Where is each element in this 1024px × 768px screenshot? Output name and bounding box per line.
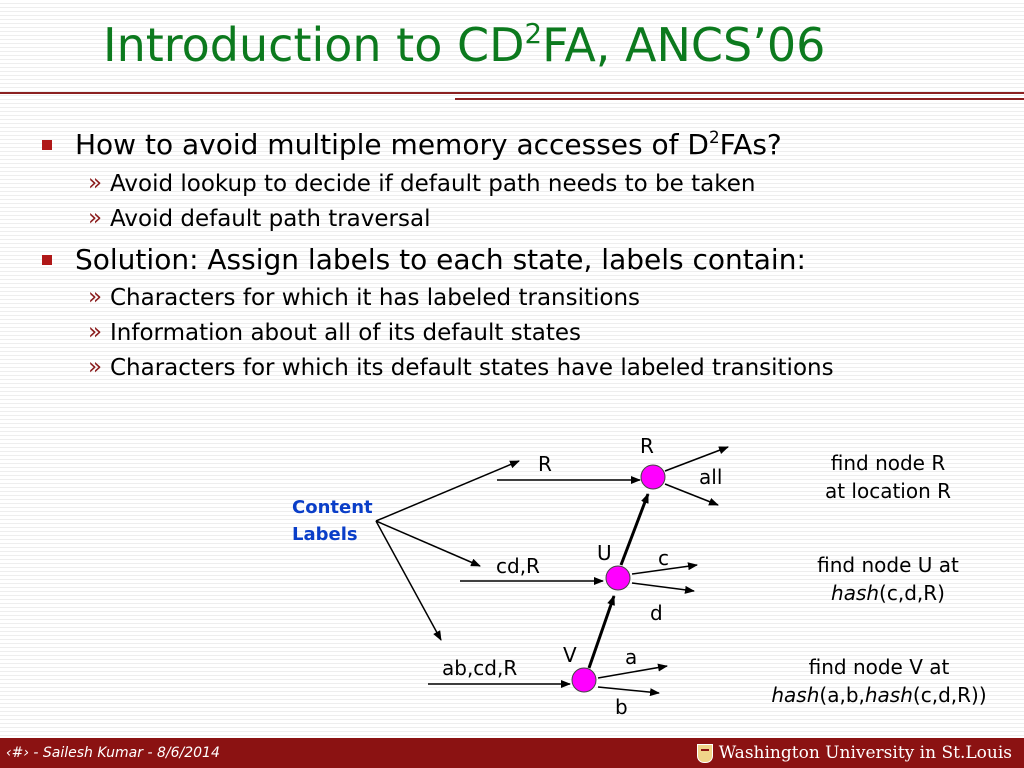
slide-number: ‹#› — [6, 745, 29, 761]
bullet-2-text: Solution: Assign labels to each state, labels contain: — [75, 243, 806, 276]
edge-U-out-2 — [632, 583, 694, 591]
node-R — [641, 465, 665, 489]
node-V — [572, 668, 596, 692]
node-V-name: V — [563, 643, 577, 667]
content-arrow-to-V — [376, 521, 441, 640]
node-V-outgoing-label-1: a — [625, 645, 638, 669]
content-arrow-to-R — [376, 461, 519, 521]
node-V-outgoing-label-2: b — [615, 695, 628, 719]
chevron-right-icon: » — [88, 205, 103, 231]
node-R-incoming-label: R — [538, 452, 552, 476]
node-U-outgoing-label-2: d — [650, 601, 663, 625]
content-arrow-to-U — [376, 521, 480, 566]
bullet-1-text: How to avoid multiple memory accesses of $D^2FAs$? — [75, 127, 782, 161]
node-R-outgoing-label: all — [699, 465, 723, 489]
content-labels-line1: Content — [292, 497, 373, 518]
find-node-U-note: find node U at hash(c,d,R) — [817, 553, 959, 605]
chevron-right-icon: » — [88, 284, 103, 310]
chevron-right-icon: » — [88, 354, 103, 380]
node-U — [606, 566, 630, 590]
node-U-outgoing-label-1: c — [658, 546, 669, 570]
node-R-name: R — [640, 434, 654, 458]
find-node-R-note: find node R at location R — [824, 451, 952, 503]
university-shield-icon — [697, 744, 713, 763]
find-node-V-note: find node V at hash(a,b,hash(c,d,R)) — [771, 655, 987, 707]
default-edge-U-to-R — [621, 494, 648, 565]
footer-text: ‹#› - Sailesh Kumar - 8/6/2014 — [6, 745, 220, 761]
default-edge-V-to-U — [589, 596, 614, 668]
node-U-name: U — [597, 541, 612, 565]
edge-V-out-2 — [598, 687, 659, 693]
footer-bar — [0, 738, 1024, 768]
content-labels-line2: Labels — [292, 524, 358, 545]
university-name: Washington University in St.Louis — [718, 743, 1012, 763]
chevron-right-icon: » — [88, 319, 103, 345]
chevron-right-icon: » — [88, 170, 103, 196]
slide-title: Introduction to $CD^2FA$, ANCS’06 — [103, 17, 826, 72]
node-U-incoming-label: cd,R — [496, 554, 540, 578]
node-V-incoming-label: ab,cd,R — [442, 656, 518, 680]
university-logo — [697, 742, 1012, 764]
